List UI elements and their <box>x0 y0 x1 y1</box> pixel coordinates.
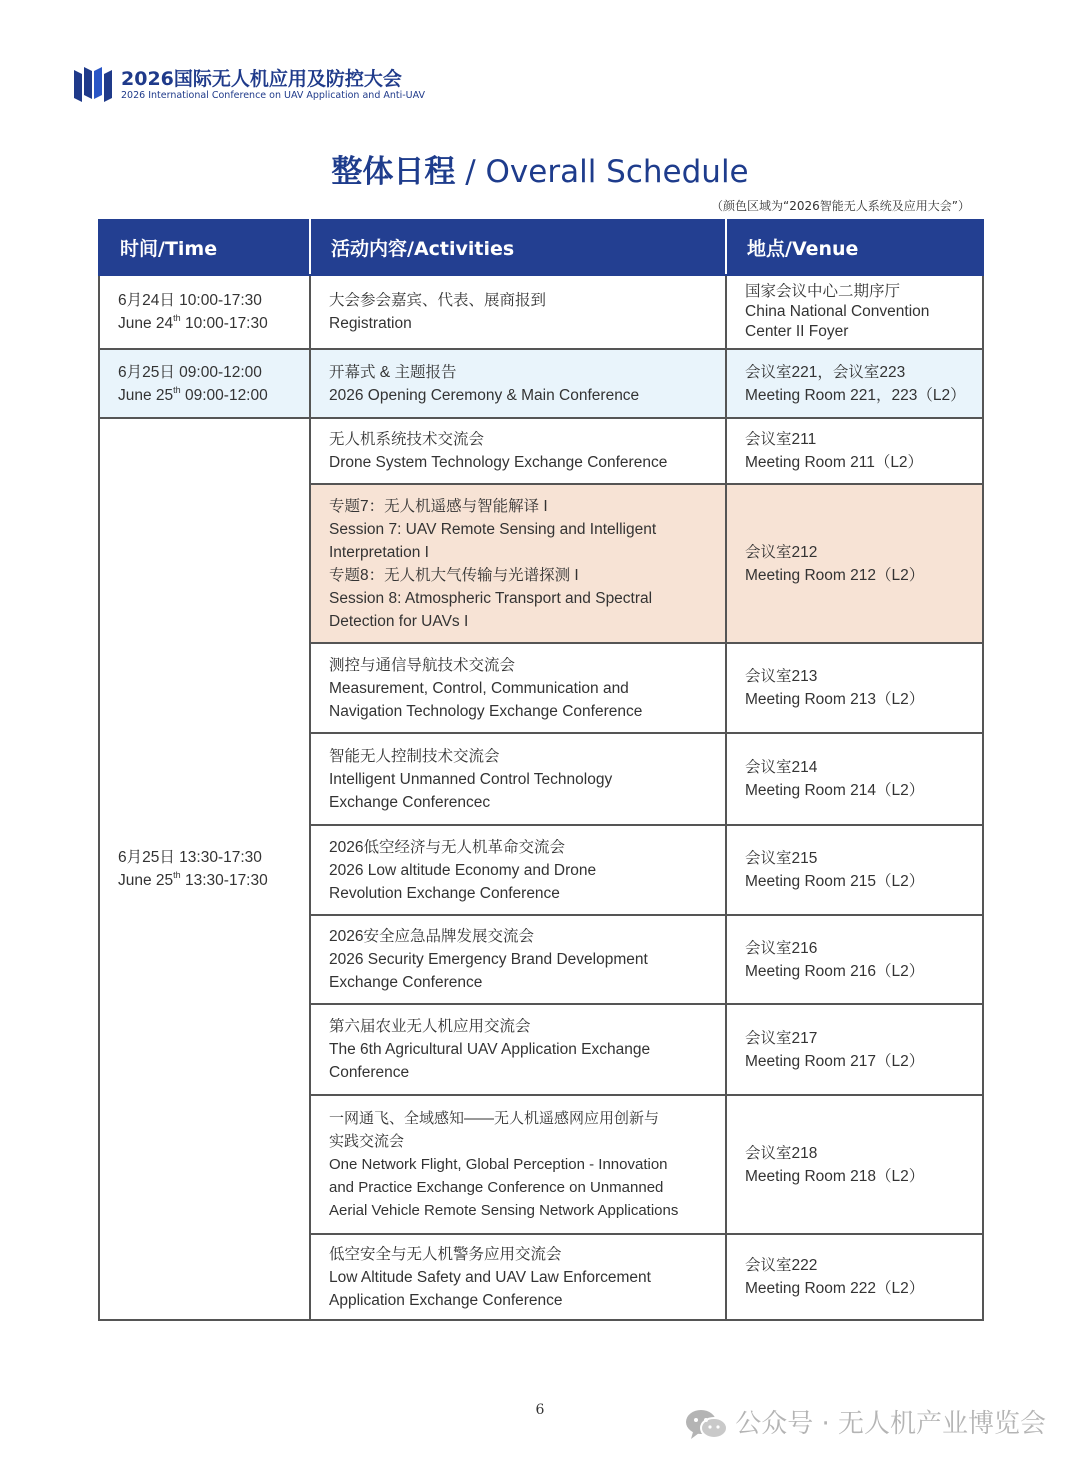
activity-line: 实践交流会 <box>329 1133 405 1150</box>
time-en-sup: th <box>173 313 181 323</box>
activity-line: 2026 Security Emergency Brand Development <box>329 951 648 968</box>
venue-cell <box>726 275 983 349</box>
venue-line: Meeting Room 221，223（L2） <box>745 386 966 404</box>
time-cell <box>99 275 310 349</box>
activity-line: Exchange Conferencec <box>329 793 491 811</box>
watermark <box>685 1403 1046 1442</box>
activity-line: 大会参会嘉宾、代表、展商报到 <box>329 292 547 309</box>
venue-line: Meeting Room 214（L2） <box>745 782 925 799</box>
table-row <box>99 275 983 349</box>
activity-line: Session 8: Atmospheric Transport and Spectral <box>329 589 653 607</box>
activity-line: One Network Flight, Global Perception - Innovation <box>329 1156 668 1173</box>
color-note: （颜色区域为“2026智能无人系统及应用大会”） <box>711 199 970 213</box>
venue-line: Meeting Room 213（L2） <box>745 691 925 708</box>
activity-cell <box>310 825 726 915</box>
activity-cell <box>310 643 726 733</box>
venue-line: 会议室212 <box>745 543 818 561</box>
activity-cell <box>310 1004 726 1095</box>
venue-line: Meeting Room 222（L2） <box>745 1280 925 1297</box>
venue-cell <box>726 1234 983 1320</box>
brand-title-en: 2026 International Conference on UAV Application and Anti-UAV <box>121 90 426 101</box>
activity-cell <box>310 275 726 349</box>
time-cell <box>99 418 310 1320</box>
time-en-pre: June 25 <box>118 872 174 889</box>
time-en-post: 13:30-17:30 <box>180 872 268 889</box>
page-title-cn: 整体日程 <box>331 154 456 190</box>
time-cn: 6月25日 13:30-17:30 <box>118 849 262 866</box>
table-row <box>99 418 983 484</box>
time-cell <box>99 349 310 418</box>
time-cn: 6月25日 09:00-12:00 <box>118 363 262 381</box>
activity-line: Registration <box>329 315 412 332</box>
activity-line: Drone System Technology Exchange Conference <box>329 454 668 471</box>
activity-cell <box>310 1095 726 1234</box>
time-en-post: 10:00-17:30 <box>180 315 268 332</box>
conference-logo-icon <box>70 62 114 106</box>
activity-line: Measurement, Control, Communication and <box>329 679 629 697</box>
time-en <box>118 384 291 407</box>
venue-line: Meeting Room 217（L2） <box>745 1052 925 1070</box>
table-row <box>99 349 983 418</box>
venue-line: 国家会议中心二期序厅 <box>745 283 901 300</box>
venue-line: 会议室211 <box>745 431 817 448</box>
venue-cell <box>726 349 983 418</box>
venue-line: 会议室215 <box>745 850 818 867</box>
venue-line: Meeting Room 218（L2） <box>745 1167 925 1185</box>
time-cn: 6月24日 10:00-17:30 <box>118 292 262 309</box>
activity-cell <box>310 733 726 825</box>
page-title-sep: / <box>455 154 486 190</box>
venue-line: 会议室217 <box>745 1029 818 1047</box>
brand-title-cn: 2026国际无人机应用及防控大会 <box>121 68 402 90</box>
activity-line: 一网通飞、全域感知——无人机遥感网应用创新与 <box>329 1110 660 1127</box>
activity-line: Navigation Technology Exchange Conference <box>329 702 643 720</box>
activity-line: 开幕式 & 主题报告 <box>329 363 457 381</box>
time-en <box>118 312 291 335</box>
venue-cell <box>726 418 983 484</box>
activity-line: 2026 Opening Ceremony & Main Conference <box>329 386 640 404</box>
activity-line: The 6th Agricultural UAV Application Exchange <box>329 1041 651 1058</box>
activity-line: 2026 Low altitude Economy and Drone <box>329 861 597 879</box>
activity-line: 无人机系统技术交流会 <box>329 431 485 448</box>
activity-line: 低空安全与无人机警务应用交流会 <box>329 1245 562 1263</box>
venue-cell <box>726 484 983 643</box>
venue-line: 会议室218 <box>745 1144 818 1162</box>
venue-cell <box>726 915 983 1004</box>
watermark-text: 公众号 · 无人机产业博览会 <box>735 1409 1046 1439</box>
activity-line: Low Altitude Safety and UAV Law Enforcement <box>329 1268 651 1286</box>
activity-cell <box>310 349 726 418</box>
table-header-row <box>99 220 983 275</box>
time-en-post: 09:00-12:00 <box>180 386 268 404</box>
venue-line: 会议室214 <box>745 759 818 776</box>
header-time: 时间/Time <box>99 220 310 275</box>
venue-line: Meeting Room 211（L2） <box>745 454 924 471</box>
activity-line: 测控与通信导航技术交流会 <box>329 656 516 674</box>
header-activities: 活动内容/Activities <box>310 220 726 275</box>
activity-line: Conference <box>329 1064 410 1081</box>
activity-line: 第六届农业无人机应用交流会 <box>329 1018 531 1035</box>
activity-cell <box>310 418 726 484</box>
time-en-pre: June 24 <box>118 315 174 332</box>
page-number: 6 <box>535 1402 545 1418</box>
activity-line: 2026安全应急品牌发展交流会 <box>329 928 534 945</box>
activity-line: 专题7：无人机遥感与智能解译 I <box>329 497 548 515</box>
activity-line: Intelligent Unmanned Control Technology <box>329 770 613 788</box>
activity-line: and Practice Exchange Conference on Unmanned <box>329 1179 664 1196</box>
wechat-icon <box>685 1408 729 1442</box>
venue-cell <box>726 825 983 915</box>
venue-line: 会议室213 <box>745 668 818 685</box>
activity-line: Aerial Vehicle Remote Sensing Network Applications <box>329 1202 679 1219</box>
activity-line: 智能无人控制技术交流会 <box>329 747 500 765</box>
time-en-pre: June 25 <box>118 386 174 404</box>
venue-line: Meeting Room 216（L2） <box>745 962 925 980</box>
activity-line: Exchange Conference <box>329 974 483 991</box>
venue-line: 会议室222 <box>745 1257 818 1274</box>
activity-line: Detection for UAVs I <box>329 612 469 630</box>
page-title-en: Overall Schedule <box>485 154 749 190</box>
activity-cell <box>310 484 726 643</box>
venue-cell <box>726 1004 983 1095</box>
schedule-table <box>98 219 984 1321</box>
header-venue: 地点/Venue <box>726 220 983 275</box>
venue-line: Meeting Room 212（L2） <box>745 566 925 584</box>
activity-cell <box>310 915 726 1004</box>
page-title <box>0 146 1080 191</box>
activity-line: 2026低空经济与无人机革命交流会 <box>329 838 565 856</box>
venue-line: 会议室216 <box>745 939 818 957</box>
activity-cell <box>310 1234 726 1320</box>
venue-line: Meeting Room 215（L2） <box>745 873 925 890</box>
venue-line: 会议室221，会议室223 <box>745 363 906 381</box>
activity-line: Interpretation I <box>329 543 429 561</box>
time-en-sup: th <box>173 870 181 880</box>
venue-line: China National Convention <box>745 303 930 320</box>
time-en <box>118 869 291 892</box>
venue-cell <box>726 1095 983 1234</box>
activity-line: Application Exchange Conference <box>329 1291 563 1309</box>
venue-cell <box>726 733 983 825</box>
activity-line: Session 7: UAV Remote Sensing and Intelligent <box>329 520 657 538</box>
activity-line: 专题8：无人机大气传输与光谱探测 I <box>329 566 579 584</box>
activity-line: Revolution Exchange Conference <box>329 884 560 902</box>
time-en-sup: th <box>173 384 181 395</box>
venue-line: Center II Foyer <box>745 323 849 340</box>
venue-cell <box>726 643 983 733</box>
